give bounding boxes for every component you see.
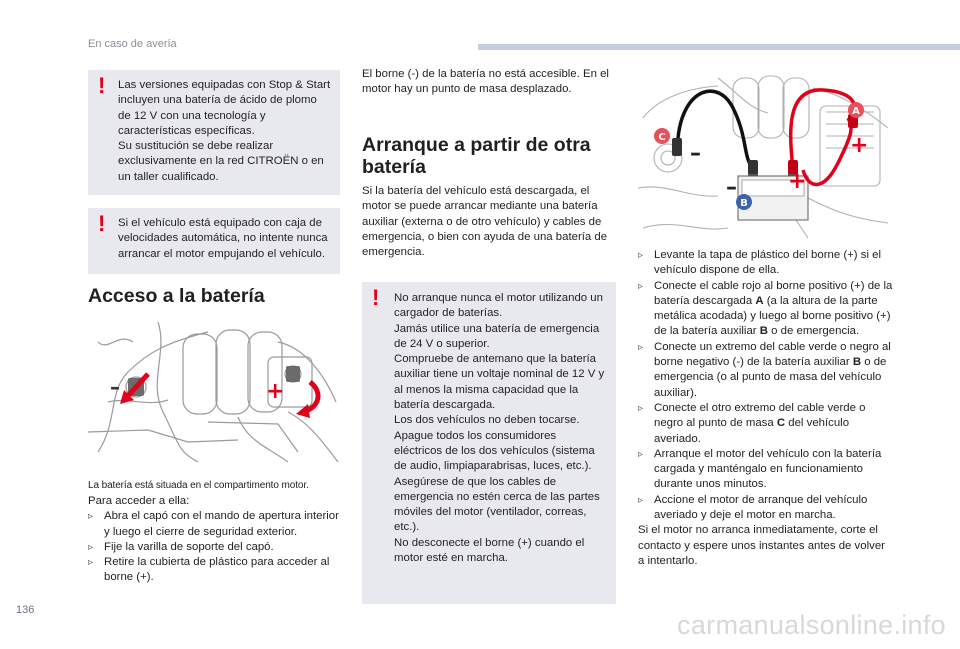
- label-a: A: [852, 106, 860, 117]
- note-text: Compruebe de antemano que la batería auxiliar tiene un voltaje nominal de 12 V y al menos la misma capacidad que la batería descargada.: [394, 353, 605, 412]
- engine-figure: [88, 312, 340, 470]
- warning-icon: !: [98, 211, 106, 236]
- bullet-icon: ▹: [638, 280, 644, 292]
- note-stop-start: [88, 70, 340, 195]
- list-item: ▹ Conecte el cable rojo al borne positivo (+) de la batería descargada A (a la altura de la parte metálica acodada) y luego al borne positivo (+) de la batería auxiliar B o de emergencia.: [638, 279, 893, 338]
- jump-start-illustration: [638, 68, 892, 240]
- list-item: ▹ Abra el capó con el mando de apertura interior y luego el cierre de seguridad exterior.: [88, 510, 339, 538]
- label-c: C: [658, 132, 666, 143]
- label-b: B: [740, 198, 748, 209]
- section-title-jump: Arranque a partir de otra batería: [362, 134, 591, 178]
- note-text: Jamás utilice una batería de emergencia de 24 V o superior.: [394, 322, 600, 350]
- negative-terminal-text: El borne (-) de la batería no está accesible. En el motor hay un punto de masa desplazado.: [362, 68, 609, 96]
- plus-label: +: [266, 379, 285, 404]
- plus-label: +: [850, 133, 869, 158]
- minus-label: –: [110, 375, 120, 399]
- note-text: No arranque nunca el motor utilizando un cargador de baterías.: [394, 292, 603, 320]
- bullet-icon: ▹: [88, 511, 94, 523]
- jump-intro: Si la batería del vehículo está descargada, el motor se puede arrancar mediante una batería auxiliar (externa o de otro vehículo) y cables de emergencia, o bien con ayuda de una batería de emergencia.: [362, 185, 608, 259]
- list-item: ▹ Conecte un extremo del cable verde o negro al borne negativo (-) de la batería auxiliar B o de emergencia (o al punto de masa del vehículo auxiliar).: [638, 340, 891, 399]
- warning-icon: !: [372, 285, 380, 310]
- note-text: Su sustitución se debe realizar exclusivamente en la red CITROËN o en un taller cualificado.: [118, 140, 324, 183]
- bullet-icon: ▹: [638, 494, 644, 506]
- warning-icon: !: [98, 73, 106, 98]
- plus-label: +: [788, 169, 807, 194]
- page-number: 136: [16, 604, 35, 616]
- header-section-label: En caso de avería: [88, 38, 177, 50]
- list-item: ▹ Fije la varilla de soporte del capó.: [88, 540, 346, 555]
- note-text: Las versiones equipadas con Stop & Start incluyen una batería de ácido de plomo de 12 V con una tecnología y características específicas.: [118, 79, 331, 137]
- note-text: Asegúrese de que los cables de emergencia no estén cerca de las partes móviles del motor (ventilador, correas, etc.).: [394, 475, 600, 534]
- note-text: No desconecte el borne (+) cuando el motor esté en marcha.: [394, 536, 585, 565]
- bullet-icon: ▹: [638, 341, 644, 353]
- access-steps: [88, 494, 346, 586]
- section-title-access: Acceso a la batería: [88, 285, 265, 307]
- bullet-icon: ▹: [88, 557, 94, 569]
- list-item: ▹ Levante la tapa de plástico del borne (+) si el vehículo dispone de ella.: [638, 249, 882, 277]
- closing-text: Si el motor no arranca inmediatamente, corte el contacto y espere unos instantes antes de volver a intentarlo.: [638, 524, 885, 567]
- note-text: Los dos vehículos no deben tocarse.: [394, 414, 580, 427]
- bullet-icon: ▹: [88, 541, 94, 553]
- list-item: ▹ Conecte el otro extremo del cable verde o negro al punto de masa C del vehículo averiado.: [638, 401, 866, 445]
- note-automatic: [88, 208, 340, 274]
- jump-steps: [638, 248, 894, 569]
- bullet-icon: ▹: [638, 448, 644, 460]
- minus-label: –: [726, 175, 737, 200]
- note-text: Si el vehículo está equipado con caja de velocidades automática, no intente nunca arrancar el motor empujando el vehículo.: [118, 217, 328, 260]
- note-warning: [362, 282, 616, 604]
- list-item: ▹ Arranque el motor del vehículo con la batería cargada y manténgalo en funcionamiento durante unos minutos.: [638, 447, 882, 491]
- engine-illustration: [88, 312, 340, 470]
- jump-start-figure: [638, 68, 892, 240]
- header-bar: [478, 44, 960, 50]
- watermark: carmanualsonline.info: [677, 610, 946, 640]
- figure-caption: La batería está situada en el compartimento motor.: [88, 480, 309, 491]
- bullet-icon: ▹: [638, 402, 644, 414]
- minus-label: –: [690, 141, 701, 166]
- note-text: Apague todos los consumidores eléctricos de los dos vehículos (sistema de audio, limpiaparabrisas, luces, etc.).: [394, 429, 595, 473]
- bullet-icon: ▹: [638, 250, 644, 261]
- list-item: ▹ Accione el motor de arranque del vehículo averiado y deje el motor en marcha.: [638, 493, 868, 522]
- access-intro: Para acceder a ella:: [88, 495, 190, 507]
- list-item: ▹ Retire la cubierta de plástico para acceder al borne (+).: [88, 556, 330, 584]
